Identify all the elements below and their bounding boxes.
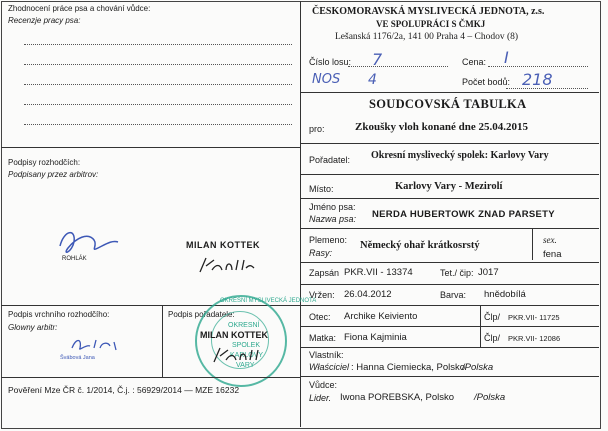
sire-number-value: PKR.VII- 11725 [508, 313, 560, 322]
dog-name-sublabel: Nazwa psa: [309, 214, 357, 224]
judge-2-name: MILAN KOTTEK [186, 240, 260, 250]
sex-value: fena [543, 249, 562, 260]
sex-divider [532, 228, 533, 260]
catalog-number-value[interactable]: 7 [372, 50, 383, 69]
evaluation-line-2 [24, 64, 292, 65]
approval-reference: Pověření Mze ČR č. 1/2014, Č.j. : 56929/2014 — MZE 16232 [8, 385, 240, 395]
evaluation-label: Zhodnocení práce psa a chování vůdce: [8, 4, 151, 13]
organization-address: Lešanská 1176/2a, 141 00 Praha 4 – Chodov (8) [335, 32, 519, 42]
sire-label: Otec: [309, 312, 331, 322]
nose-score: 4 [368, 72, 377, 88]
organization-subtitle: VE SPOLUPRÁCI S ČMKJ [376, 19, 486, 29]
sire-number-label: Člp/ [484, 312, 501, 322]
right-divider-3 [300, 174, 599, 175]
right-divider-5 [300, 228, 599, 229]
left-divider-1 [1, 147, 300, 148]
dam-number-value: PKR.VII- 12086 [508, 334, 561, 343]
dog-name-label: Jméno psa: [309, 202, 356, 212]
stamp-text-top: OKRESNÍ MYSLIVECKÁ JEDNOTA [220, 298, 317, 304]
breed-sublabel: Rasy: [309, 248, 333, 258]
breed-label: Plemeno: [309, 235, 348, 245]
dam-label: Matka: [309, 333, 337, 343]
color-label: Barva: [440, 290, 467, 300]
sire-value: Archike Keiviento [344, 311, 418, 322]
handler-country: /Polska [474, 392, 506, 403]
evaluation-sublabel: Recenzje pracy psa: [8, 16, 81, 25]
organization-name: ČESKOMORAVSKÁ MYSLIVECKÁ JEDNOTA, z.s. [312, 6, 545, 17]
place-value: Karlovy Vary - Mezirolí [395, 181, 503, 192]
birth-date-value: 26.04.2012 [344, 289, 392, 300]
signature-organizer [210, 344, 266, 366]
right-divider-11 [300, 376, 599, 377]
stamp-text-4: VARY [236, 362, 255, 369]
birth-date-label: Vržen: [309, 290, 335, 300]
organizer-label: Pořadatel: [309, 155, 351, 165]
catalog-number-line [348, 66, 448, 67]
right-divider-8 [300, 305, 599, 306]
evaluation-line-1 [24, 44, 292, 45]
center-divider [300, 1, 301, 427]
dog-name-value: NERDA HUBERTOWK ZNAD PARSETY [372, 209, 555, 220]
owner-label: Vlastník: [309, 350, 344, 360]
owner-sublabel: Właściciel [309, 362, 350, 372]
right-divider-2 [300, 143, 599, 144]
evaluation-line-4 [24, 104, 292, 105]
prize-line [488, 66, 588, 67]
left-divider-3 [1, 377, 300, 378]
right-divider-10 [300, 347, 599, 348]
prize-value[interactable]: I [504, 48, 509, 67]
owner-country: /Polska [462, 362, 494, 373]
stamp-text-3: KARLOVY [230, 352, 264, 359]
judges-signatures-label: Podpisy rozhodčích: [8, 158, 81, 167]
chief-judge-name: Švábová Jana [60, 355, 95, 361]
right-divider-6 [300, 262, 599, 263]
purpose-label: pro: [309, 124, 325, 134]
prize-label: Cena: [462, 57, 487, 67]
form-title: SOUDCOVSKÁ TABULKA [369, 97, 527, 111]
purpose-value: Zkoušky vloh konané dne 25.04.2015 [355, 121, 528, 133]
points-line [506, 88, 588, 89]
judges-signatures-sublabel: Podpisany przez arbitrov: [8, 170, 99, 179]
signature-kottek [196, 254, 256, 278]
tattoo-value: J017 [478, 267, 499, 278]
dam-number-label: Člp/ [484, 333, 501, 343]
right-divider-7 [300, 284, 599, 285]
place-label: Místo: [309, 184, 334, 194]
organizer-signature-label: Podpis pořadatele: [168, 310, 235, 319]
evaluation-line-5 [24, 124, 292, 125]
stamp-divider [162, 305, 163, 377]
breed-value: Německý ohař krátkosrstý [360, 240, 480, 251]
dam-value: Fiona Kajminia [344, 332, 407, 343]
judge-1-name: ROHLÁK [62, 256, 87, 262]
points-label: Počet bodů: [462, 77, 511, 87]
registration-label: Zapsán [309, 268, 340, 278]
registration-value: PKR.VII - 13374 [344, 267, 413, 278]
handler-label: Vůdce: [309, 380, 338, 390]
organizer-name: MILAN KOTTEK [200, 330, 268, 340]
nose-note: NOS [312, 72, 341, 87]
handler-value: Iwona POREBSKA, Polsko [340, 392, 455, 403]
tattoo-label: Tet./ čip: [440, 268, 474, 278]
stamp-text-2: SPOLEK [232, 342, 261, 349]
owner-value: : Hanna Ciemiecka, Polsko [351, 362, 466, 373]
points-value[interactable]: 218 [522, 70, 553, 89]
catalog-number-label: Číslo losu: [309, 57, 352, 67]
color-value: hnědobílá [484, 289, 526, 300]
signature-chief-judge [68, 334, 128, 356]
right-divider-9 [300, 326, 599, 327]
sex-label: sex. [543, 235, 557, 245]
stamp-text-1: OKRESNÍ [228, 322, 260, 329]
chief-judge-label: Podpis vrchního rozhodčího: [8, 310, 110, 319]
right-divider-4 [300, 198, 599, 199]
organizer-value: Okresní myslivecký spolek: Karlovy Vary [371, 150, 549, 161]
handler-sublabel: Lider. [309, 393, 332, 403]
chief-judge-sublabel: Glowny arbitr: [8, 323, 58, 332]
evaluation-line-3 [24, 84, 292, 85]
right-divider-1 [300, 92, 599, 93]
